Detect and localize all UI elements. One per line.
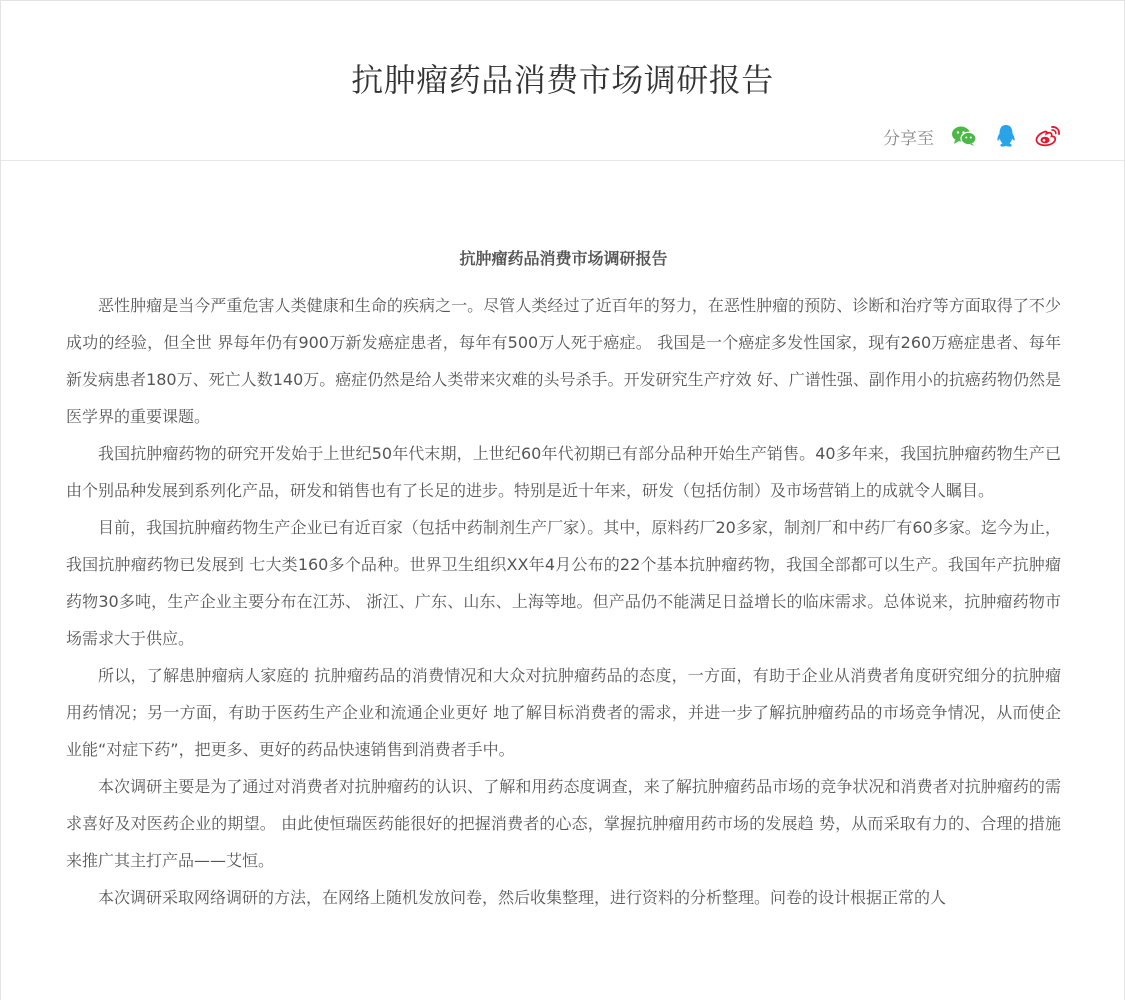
article-body bbox=[66, 247, 1061, 916]
paragraph: 恶性肿瘤是当今严重危害人类健康和生命的疾病之一。尽管人类经过了近百年的努力，在恶性肿瘤的预防、诊断和治疗等方面取得了不少成功的经验，但全世 界每年仍有900万新发癌症患者，每年有500万人死于癌症。 我国是一个癌症多发性国家，现有260万癌症患者、每年新发病患者180万、死亡人数140万。癌症仍然是给人类带来灾难的头号杀手。开发研究生产疗效 好、广谱性强、副作用小的抗癌药物仍然是医学界的重要课题。 bbox=[66, 296, 1061, 426]
qq-icon[interactable] bbox=[992, 122, 1020, 150]
share-bar bbox=[883, 121, 1062, 151]
weibo-icon[interactable] bbox=[1034, 122, 1062, 150]
page-title: 抗肿瘤药品消费市场调研报告 bbox=[351, 61, 774, 99]
article-title: 抗肿瘤药品消费市场调研报告 bbox=[459, 249, 668, 268]
paragraph: 本次调研主要是为了通过对消费者对抗肿瘤药的认识、了解和用药态度调查，来了解抗肿瘤药品市场的竞争状况和消费者对抗肿瘤药的需求喜好及对医药企业的期望。 由此使恒瑞医药能很好的把握消费者的心态，掌握抗肿瘤用药市场的发展趋 势，从而采取有力的、合理的措施来推广其主打产品——艾恒。 bbox=[66, 777, 1061, 870]
page-header bbox=[1, 1, 1124, 161]
paragraph: 我国抗肿瘤药物的研究开发始于上世纪50年代末期，上世纪60年代初期已有部分品种开始生产销售。40多年来，我国抗肿瘤药物生产已由个别品种发展到系列化产品，研发和销售也有了长足的进步。特别是近十年来，研发（包括仿制）及市场营销上的成就令人瞩目。 bbox=[66, 444, 1061, 500]
wechat-icon[interactable] bbox=[950, 122, 978, 150]
paragraph: 目前，我国抗肿瘤药物生产企业已有近百家（包括中药制剂生产厂家）。其中，原料药厂20多家，制剂厂和中药厂有60多家。迄今为止，我国抗肿瘤药物已发展到 七大类160多个品种。世界卫生组织XX年4月公布的22个基本抗肿瘤药物，我国全部都可以生产。我国年产抗肿瘤药物30多吨，生产企业主要分布在江苏、 浙江、广东、山东、上海等地。但产品仍不能满足日益增长的临床需求。总体说来，抗肿瘤药物市场需求大于供应。 bbox=[66, 518, 1061, 648]
paragraph: 所以，了解患肿瘤病人家庭的 抗肿瘤药品的消费情况和大众对抗肿瘤药品的态度，一方面，有助于企业从消费者角度研究细分的抗肿瘤用药情况；另一方面，有助于医药生产企业和流通企业更好 地了解目标消费者的需求，并进一步了解抗肿瘤药品的市场竞争情况，从而使企业能“对症下药”，把更多、更好的药品快速销售到消费者手中。 bbox=[66, 666, 1061, 759]
paragraph: 本次调研采取网络调研的方法，在网络上随机发放问卷，然后收集整理，进行资料的分析整理。问卷的设计根据正常的人 bbox=[98, 888, 947, 907]
share-label: 分享至 bbox=[883, 128, 934, 149]
